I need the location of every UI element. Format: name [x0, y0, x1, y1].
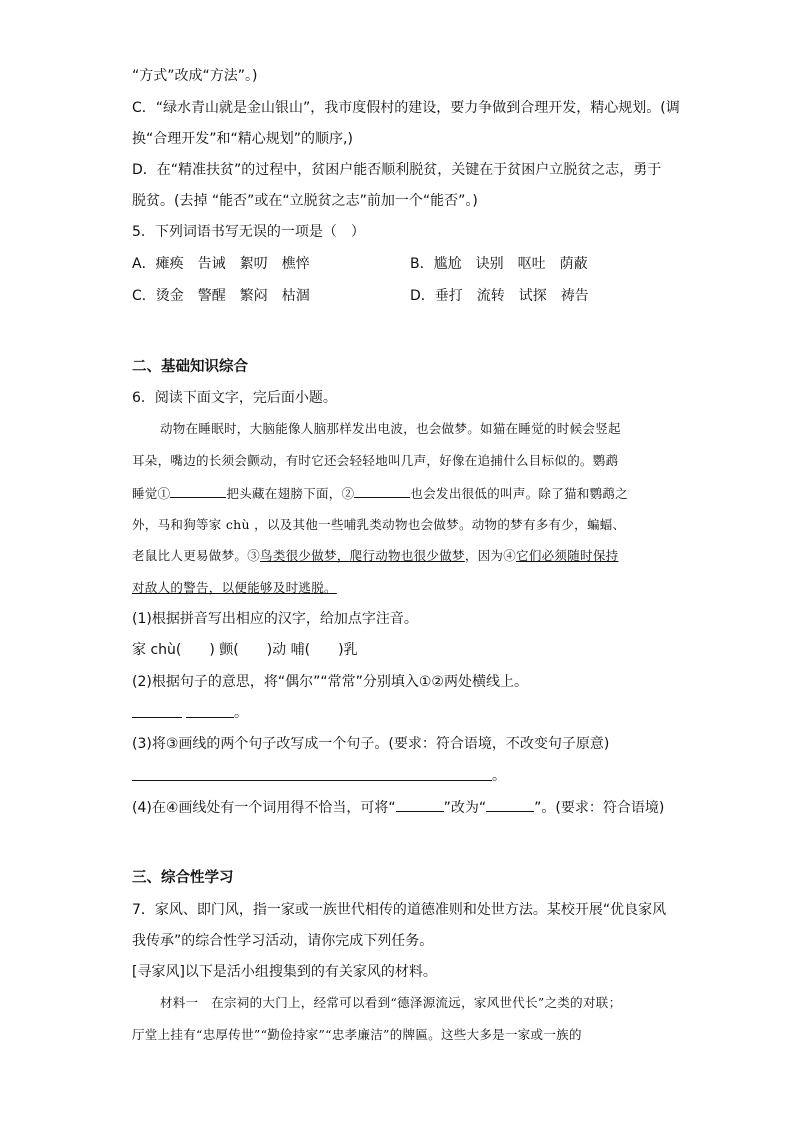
question-text: ”改为“	[443, 800, 487, 816]
fill-blank	[486, 797, 534, 812]
question-5: 5．下列词语书写无误的一项是（ ）	[132, 224, 365, 240]
question-6: 6．阅读下面文字，完后面小题。	[132, 390, 337, 406]
text-period: 。	[234, 705, 248, 721]
answer-line	[186, 717, 234, 718]
sub-question-4	[132, 797, 664, 818]
sub-question-1: (1)根据拼音写出相应的汉字，给加点字注音。	[132, 611, 418, 627]
answer-line	[132, 717, 182, 718]
option-b: B．尴尬 诀别 呕吐 荫蔽	[410, 256, 588, 272]
passage-text: 把头藏在翅膀下面，②	[226, 486, 355, 501]
text-line: [寻家风]以下是活小组搜集到的有关家风的材料。	[132, 964, 437, 980]
question-7: 7．家风、即门风，指一家或一族世代相传的道德准则和处世方法。某校开展“优良家风	[132, 902, 667, 918]
passage-text: 睡觉①	[132, 486, 171, 501]
text-line: D．在“精准扶贫”的过程中，贫困户能否顺利脱贫，关键在于贫困户立脱贫之志，勇于	[132, 162, 662, 178]
question-text: ”。(要求：符合语境)	[534, 800, 665, 816]
option-c: C．烫金 警醒 繁闷 枯涸	[132, 288, 310, 304]
fill-blank-1	[170, 483, 226, 498]
material-line: 材料一 在宗祠的大门上，经常可以看到“德泽源流远，家风世代长”之类的对联；	[160, 995, 622, 1010]
option-d: D．垂打 流转 试探 祷告	[410, 288, 589, 304]
passage-line: 动物在睡眠时，大脑能像人脑那样发出电波，也会做梦。如猫在睡觉的时候会竖起	[160, 421, 621, 436]
sub-question-2: (2)根据句子的意思，将“偶尔”“常常”分别填入①②两处横线上。	[132, 674, 528, 690]
underlined-phrase-4: 它们必须随时保持	[516, 548, 619, 563]
text-line: 脱贫。(去掉 “能否”或在“立脱贫之志”前加一个“能否”。)	[132, 193, 478, 209]
question-text: (4)在④画线处有一个词用得不恰当，可将“	[132, 800, 396, 816]
passage-text: ，因为④	[464, 548, 517, 563]
pinyin-blanks: 家 chù( ) 颤( )动 哺( )乳	[132, 642, 358, 658]
passage-text: 也会发出很低的叫声。除了猫和鹦鹉之	[410, 486, 629, 501]
underlined-phrase-4-cont: 对敌人的警告，以便能够及时逃脱。	[132, 580, 337, 595]
passage-line	[132, 483, 628, 504]
fill-blank-2	[354, 483, 410, 498]
sub-question-3: (3)将③画线的两个句子改写成一个句子。(要求：符合语境，不改变句子原意)	[132, 736, 610, 752]
underlined-sentence-3: 鸟类很少做梦，爬行动物也很少做梦	[260, 548, 465, 563]
text-line: 我传承”的综合性学习活动，请你完成下列任务。	[132, 933, 434, 949]
text-line: 换“合理开发”和“精心规划”的顺序,)	[132, 131, 353, 147]
fill-blank	[396, 797, 444, 812]
passage-text: 老鼠比人更易做梦。③	[132, 548, 261, 563]
text-period: 。	[492, 768, 506, 784]
material-line: 厅堂上挂有“忠厚传世”“勤俭持家”“忠孝廉洁”的牌匾。这些大多是一家或一族的	[132, 1027, 582, 1042]
option-a: A．瘫痪 告诫 絮叨 樵悴	[132, 256, 310, 272]
answer-line	[132, 780, 492, 781]
section-heading: 二、基础知识综合	[132, 359, 248, 375]
section-heading: 三、综合性学习	[132, 870, 234, 886]
text-line: C．“绿水青山就是金山银山”，我市度假村的建设，要力争做到合理开发，精心规划。(调	[132, 100, 680, 116]
text-line: “方式”改成“方法”。)	[132, 68, 258, 84]
passage-line: 外，马和狗等家 chù ，以及其他一些哺乳类动物也会做梦。动物的梦有多有少，蝙蝠、	[132, 517, 626, 532]
passage-line: 耳朵，嘴边的长须会颤动，有时它还会轻轻地叫几声，好像在追捕什么目标似的。鹦鹉	[132, 453, 619, 468]
passage-line	[132, 546, 618, 566]
